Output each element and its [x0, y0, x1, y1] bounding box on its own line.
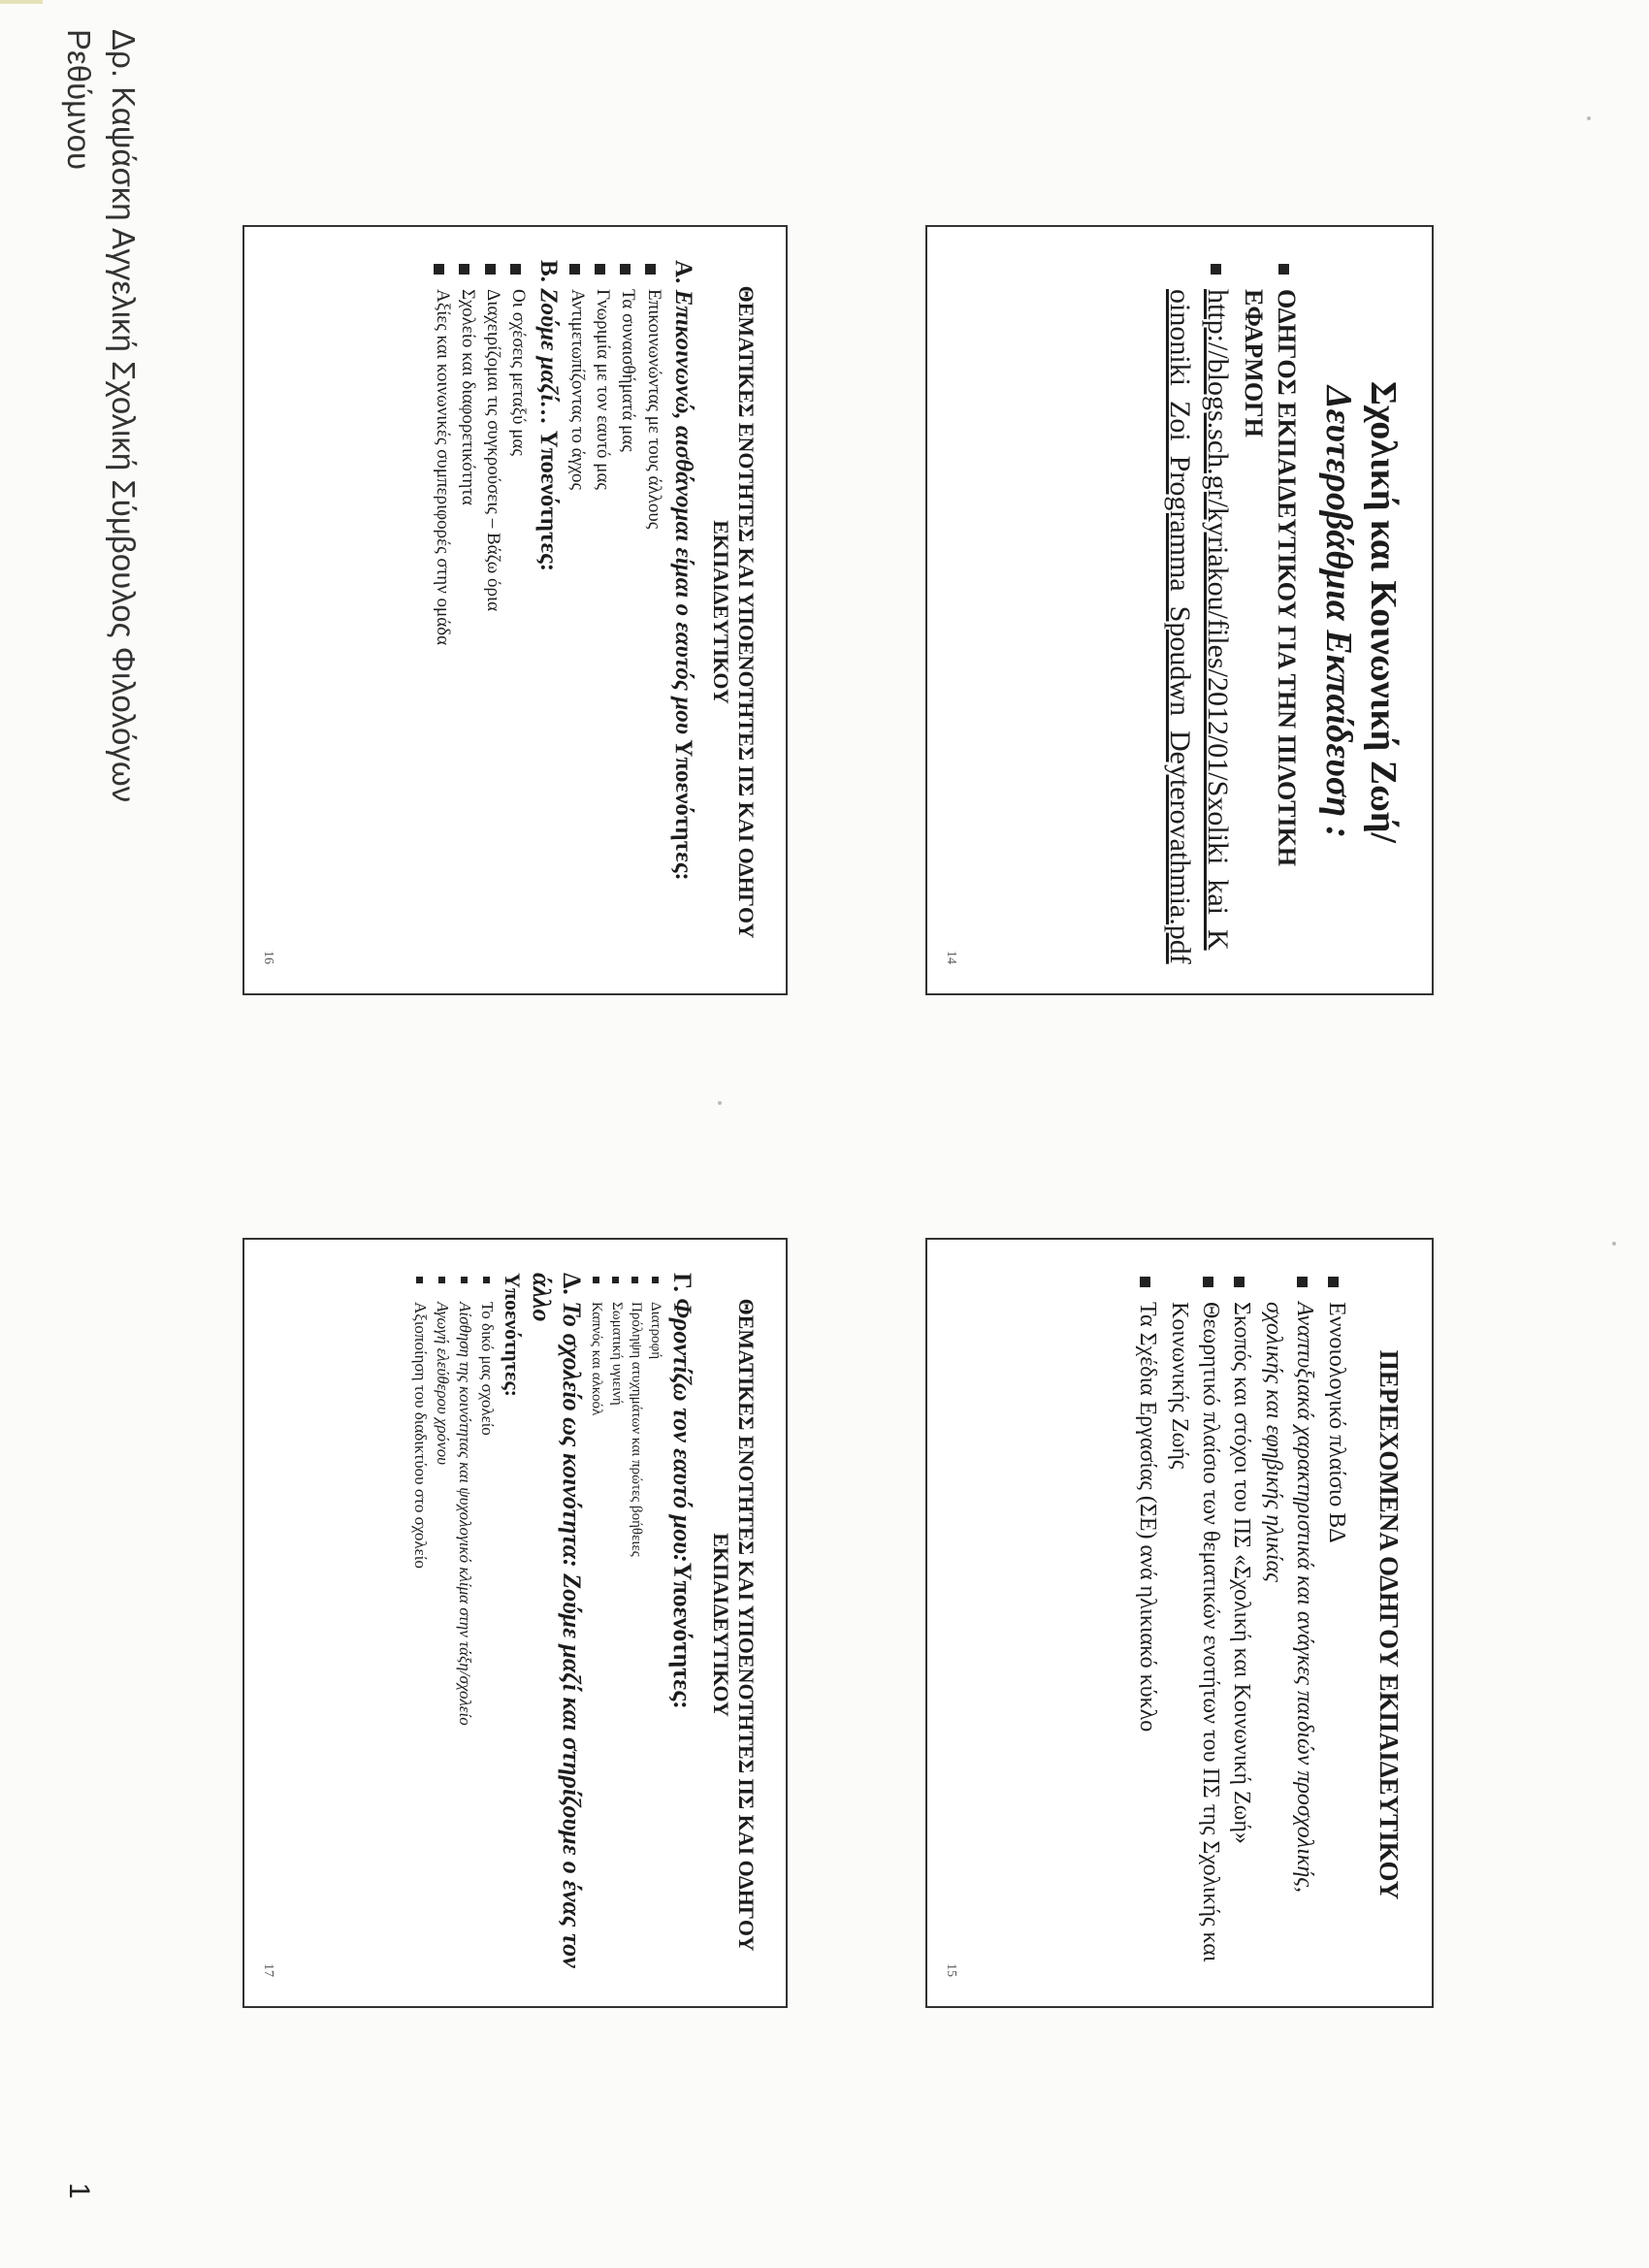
slide-14-item-guide: ΟΔΗΓΟΣ ΕΚΠΑΙΔΕΥΤΙΚΟΥ ΓΙΑ ΤΗΝ ΠΙΛΟΤΙΚΗ ΕΦΑΡΜΟΓΗ: [1237, 260, 1303, 964]
slide-16-section-a: [666, 260, 700, 964]
slide-14-title-line-1: Σχολική και Κοινωνική Ζωή/: [1363, 381, 1404, 843]
section-d-title: Το σχολείο ως κοινότητα: Ζούμε μαζί και στηρίζουμε ο ένας τον άλλο: [527, 1273, 587, 1968]
section-a-suffix: Υποενότητες:: [670, 733, 697, 881]
slide-16-item: Σχολείο και διαφορετικότητα: [455, 260, 480, 964]
slide-17-item: Σωματική υγιεινή: [606, 1273, 626, 1977]
slide-16-title: ΘΕΜΑΤΙΚΕΣ ΕΝΟΤΗΤΕΣ ΚΑΙ ΥΠΟΕΝΟΤΗΤΕΣ ΠΣ ΚΑΙ ΟΔΗΓΟΥ ΕΚΠΑΙΔΕΥΤΙΚΟΥ: [708, 285, 759, 939]
section-b-title: Ζούμε μαζί…: [534, 288, 562, 426]
section-a-prefix: Α.: [670, 260, 697, 290]
section-c-suffix: Υποενότητες:: [668, 1562, 697, 1709]
slide-15-item: Τα Σχέδια Εργασίας (ΣΕ) ανά ηλικιακό κύκλο: [1132, 1273, 1163, 1977]
slide-17-item: Αγωγή ελεύθερου χρόνου: [431, 1273, 453, 1977]
section-b-prefix: Β.: [534, 260, 562, 289]
slide-14-item-link: [1161, 260, 1237, 964]
slide-15-item: Σκοπός και στόχοι του ΠΣ «Σχολική και Κοινωνική Ζωή»: [1226, 1273, 1257, 1977]
author-line-2: Ρεθύμνου: [61, 29, 97, 171]
section-d-prefix: Δ.: [558, 1273, 587, 1302]
slide-15-item: Θεωρητικό πλαίσιο των θεματικών ενοτήτων του ΠΣ της Σχολικής και Κοινωνικής Ζωής: [1163, 1273, 1226, 1977]
section-c-prefix: Γ.: [668, 1273, 697, 1299]
slide-17-item: Αίσθηση της κοινότητας και ψυχολογικό κλίμα στην τάξη/σχολείο: [453, 1273, 475, 1977]
slide-16-item: Τα συναισθήματά μας: [615, 260, 640, 964]
slide-16-item: Αξίες και κοινωνικές συμπεριφορές στην ομάδα: [429, 260, 454, 964]
slide-15: [925, 1238, 1434, 2008]
author-footer: [56, 29, 146, 802]
scan-edge-mark: [0, 0, 43, 4]
slide-14: [925, 225, 1434, 995]
scan-speck: [718, 1101, 722, 1105]
slide-17-item: Πρόληψη ατυχημάτων και πρώτες βοήθειες: [627, 1273, 646, 1977]
section-b-suffix: Υποενότητες:: [534, 425, 562, 572]
slide-17-item: Καπνός και αλκοόλ: [587, 1273, 606, 1977]
scan-speck: [1587, 116, 1591, 120]
slide-14-title-line-2: Δευτεροβάθμια Εκπαίδευση :: [1318, 385, 1360, 839]
scan-speck: [1612, 1242, 1616, 1246]
slide-17-section-d: [527, 1273, 587, 1977]
author-line-1: Δρ. Καψάσκη Αγγελική Σχολική Σύμβουλος Φιλολόγων: [106, 29, 142, 803]
slide-17-item: Αξιοποίηση του διαδικτύου στο σχολείο: [408, 1273, 431, 1977]
slide-17-title: ΘΕΜΑΤΙΚΕΣ ΕΝΟΤΗΤΕΣ ΚΑΙ ΥΠΟΕΝΟΤΗΤΕΣ ΠΣ ΚΑΙ ΟΔΗΓΟΥ ΕΚΠΑΙΔΕΥΤΙΚΟΥ: [708, 1298, 759, 1952]
slide-16-item: Διαχειρίζομαι τις συγκρούσεις – Βάζω όρια: [480, 260, 505, 964]
slide-17-section-d-sub: Υποενότητες:: [500, 1273, 525, 1397]
slide-14-number: 14: [944, 951, 958, 964]
slide-15-title: ΠΕΡΙΕΧΟΜΕΝΑ ΟΔΗΓΟΥ ΕΚΠΑΙΔΕΥΤΙΚΟΥ: [1374, 1349, 1404, 1900]
page-number: 1: [63, 2183, 95, 2199]
slide-15-number: 15: [944, 1963, 958, 1977]
slide-15-item: Εννοιολογικό πλαίσιο ΒΔ: [1320, 1273, 1351, 1977]
slide-16-number: 16: [261, 951, 275, 964]
section-c-title: Φροντίζω τον εαυτό μου:: [668, 1298, 697, 1563]
slide-16-item: Οι σχέσεις μεταξύ μας: [505, 260, 531, 964]
slide-17-item: Διατροφή: [646, 1273, 665, 1977]
section-a-title: Επικοινωνώ, αισθάνομαι είμαι ο εαυτός μου: [670, 289, 697, 734]
slide-16-section-b: [531, 260, 565, 964]
slide-14-link[interactable]: http://blogs.sch.gr/kyriakou/files/2012/01/Sxoliki_kai_Koinoniki_Zoi_Programma_Spoudwn_Deyterovathmia.pdf: [1164, 289, 1235, 964]
slide-16-item: Γνωριμία με τον εαυτό μας: [590, 260, 615, 964]
slide-17-item: Το δικό μας σχολείο: [475, 1273, 498, 1977]
slide-16-item: Επικοινωνώντας με τους άλλους: [641, 260, 666, 964]
slide-17: [242, 1238, 788, 2008]
slide-15-item: Αναπτυξιακά χαρακτηριστικά και ανάγκες παιδιών προσχολικής, σχολικής και εφηβικής ηλικίας: [1257, 1273, 1320, 1977]
slide-16: [242, 225, 788, 995]
slide-17-number: 17: [261, 1963, 275, 1977]
slide-16-item: Αντιμετωπίζοντας το άγχος: [565, 260, 590, 964]
slide-17-section-c: [665, 1273, 699, 1977]
